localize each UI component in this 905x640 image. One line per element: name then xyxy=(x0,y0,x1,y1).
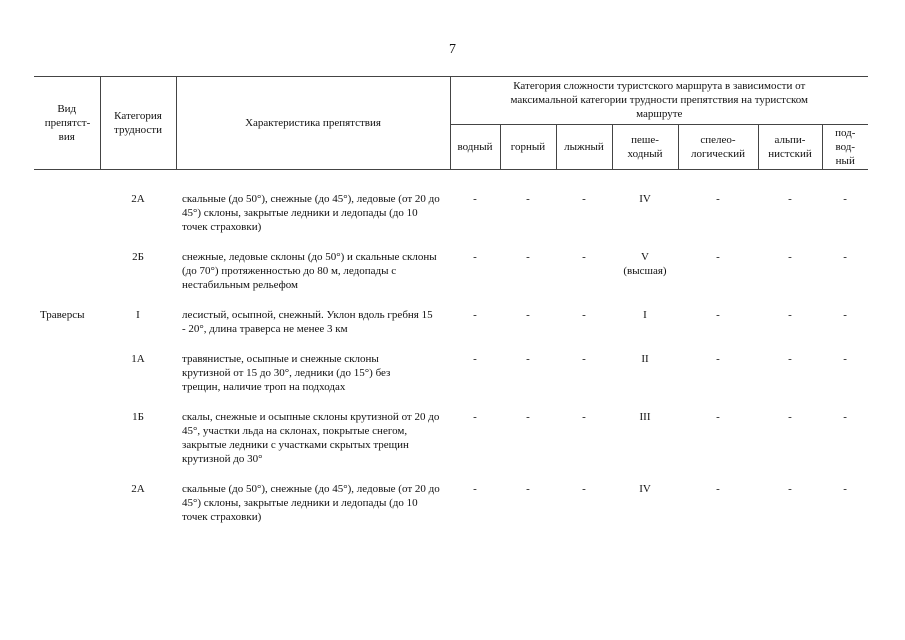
route-category-value: III xyxy=(639,411,651,423)
route-category-value: - xyxy=(788,309,792,321)
header-type-alpine: альпи-нистский xyxy=(758,125,822,170)
route-category-value: - xyxy=(473,251,477,263)
header-type-hiking: пеше-ходный xyxy=(612,125,678,170)
route-category-value: - xyxy=(716,411,720,423)
route-category-value: - xyxy=(473,193,477,205)
table-row xyxy=(34,250,868,308)
route-category-value: - xyxy=(843,483,847,495)
difficulty-category: 2Б xyxy=(132,251,144,263)
route-category-value: - xyxy=(473,483,477,495)
route-category-value: - xyxy=(526,353,530,365)
table-row xyxy=(34,410,868,482)
route-category-value: - xyxy=(716,353,720,365)
obstacle-table xyxy=(34,76,868,540)
obstacle-view xyxy=(34,482,100,540)
route-category-value: - xyxy=(582,353,586,365)
route-category-value: - xyxy=(582,411,586,423)
difficulty-category: 2А xyxy=(131,483,145,495)
route-category-value: - xyxy=(843,353,847,365)
header-type-speleo: спелео-логический xyxy=(678,125,758,170)
obstacle-view xyxy=(34,250,100,308)
table-row xyxy=(34,192,868,250)
route-category-value: - xyxy=(788,193,792,205)
obstacle-description: скалы, снежные и осыпные склоны крутизной от 20 до 45°, участки льда на склонах, покрытые снегом, закрытые ледники с участками скрытых трещин крутизной до 30° xyxy=(182,411,440,465)
route-category-value: - xyxy=(843,251,847,263)
obstacle-description: травянистые, осыпные и снежные склоны крутизной от 15 до 30°, ледники (до 15°) без трещин, наличие троп на подходах xyxy=(182,353,391,393)
obstacle-view: Траверсы xyxy=(40,309,85,321)
route-category-value: IV xyxy=(639,193,651,205)
route-category-value: - xyxy=(582,309,586,321)
route-category-value: - xyxy=(582,483,586,495)
header-type-mountain: горный xyxy=(500,125,556,170)
obstacle-view xyxy=(34,410,100,482)
obstacle-view xyxy=(34,352,100,410)
table-row xyxy=(34,352,868,410)
page-number: 7 xyxy=(449,42,456,57)
route-category-value: - xyxy=(788,411,792,423)
route-category-value: - xyxy=(526,483,530,495)
route-category-value: - xyxy=(526,411,530,423)
route-category-value: - xyxy=(716,193,720,205)
table-row xyxy=(34,308,868,352)
route-category-value: - xyxy=(473,309,477,321)
route-category-value: II xyxy=(641,353,649,365)
route-category-value: I xyxy=(643,309,647,321)
route-category-value: - xyxy=(582,193,586,205)
header-type-ski: лыжный xyxy=(556,125,612,170)
route-category-value: - xyxy=(788,483,792,495)
route-category-value: IV xyxy=(639,483,651,495)
route-category-value: - xyxy=(473,411,477,423)
route-category-value: - xyxy=(526,251,530,263)
header-group-title: Категория сложности туристского маршрута в зависимости от максимальной категории трудности препятствия на туристском маршруте xyxy=(450,77,868,125)
route-category-value: - xyxy=(526,309,530,321)
header-view: Вид препятст-вия xyxy=(34,77,100,170)
obstacle-description: снежные, ледовые склоны (до 50°) и скальные склоны (до 70°) протяженностью до 80 м, ледопады с нестабильным рельефом xyxy=(182,251,437,291)
difficulty-category: 1Б xyxy=(132,411,144,423)
route-category-value: - xyxy=(716,251,720,263)
route-category-value: - xyxy=(788,251,792,263)
header-category: Категория трудности xyxy=(100,77,176,170)
table-row xyxy=(34,482,868,540)
header-description: Характеристика препятствия xyxy=(176,77,450,170)
header-type-underwater: под-вод-ный xyxy=(822,125,868,170)
route-category-value: - xyxy=(716,483,720,495)
difficulty-category: 2А xyxy=(131,193,145,205)
difficulty-category: 1А xyxy=(131,353,145,365)
obstacle-view xyxy=(34,192,100,250)
route-category-value: - xyxy=(788,353,792,365)
route-category-value: - xyxy=(843,309,847,321)
route-category-value: - xyxy=(716,309,720,321)
difficulty-category: I xyxy=(136,309,140,321)
route-category-value: V (высшая) xyxy=(623,251,667,277)
route-category-value: - xyxy=(582,251,586,263)
obstacle-description: лесистый, осыпной, снежный. Уклон вдоль гребня 15 - 20°, длина траверса не менее 3 км xyxy=(182,309,433,335)
route-category-value: - xyxy=(526,193,530,205)
route-category-value: - xyxy=(473,353,477,365)
header-type-water: водный xyxy=(450,125,500,170)
obstacle-description: скальные (до 50°), снежные (до 45°), ледовые (от 20 до 45°) склоны, закрытые ледники и ледопады (до 10 точек страховки) xyxy=(182,193,440,233)
obstacle-description: скальные (до 50°), снежные (до 45°), ледовые (от 20 до 45°) склоны, закрытые ледники и ледопады (до 10 точек страховки) xyxy=(182,483,440,523)
route-category-value: - xyxy=(843,193,847,205)
route-category-value: - xyxy=(843,411,847,423)
